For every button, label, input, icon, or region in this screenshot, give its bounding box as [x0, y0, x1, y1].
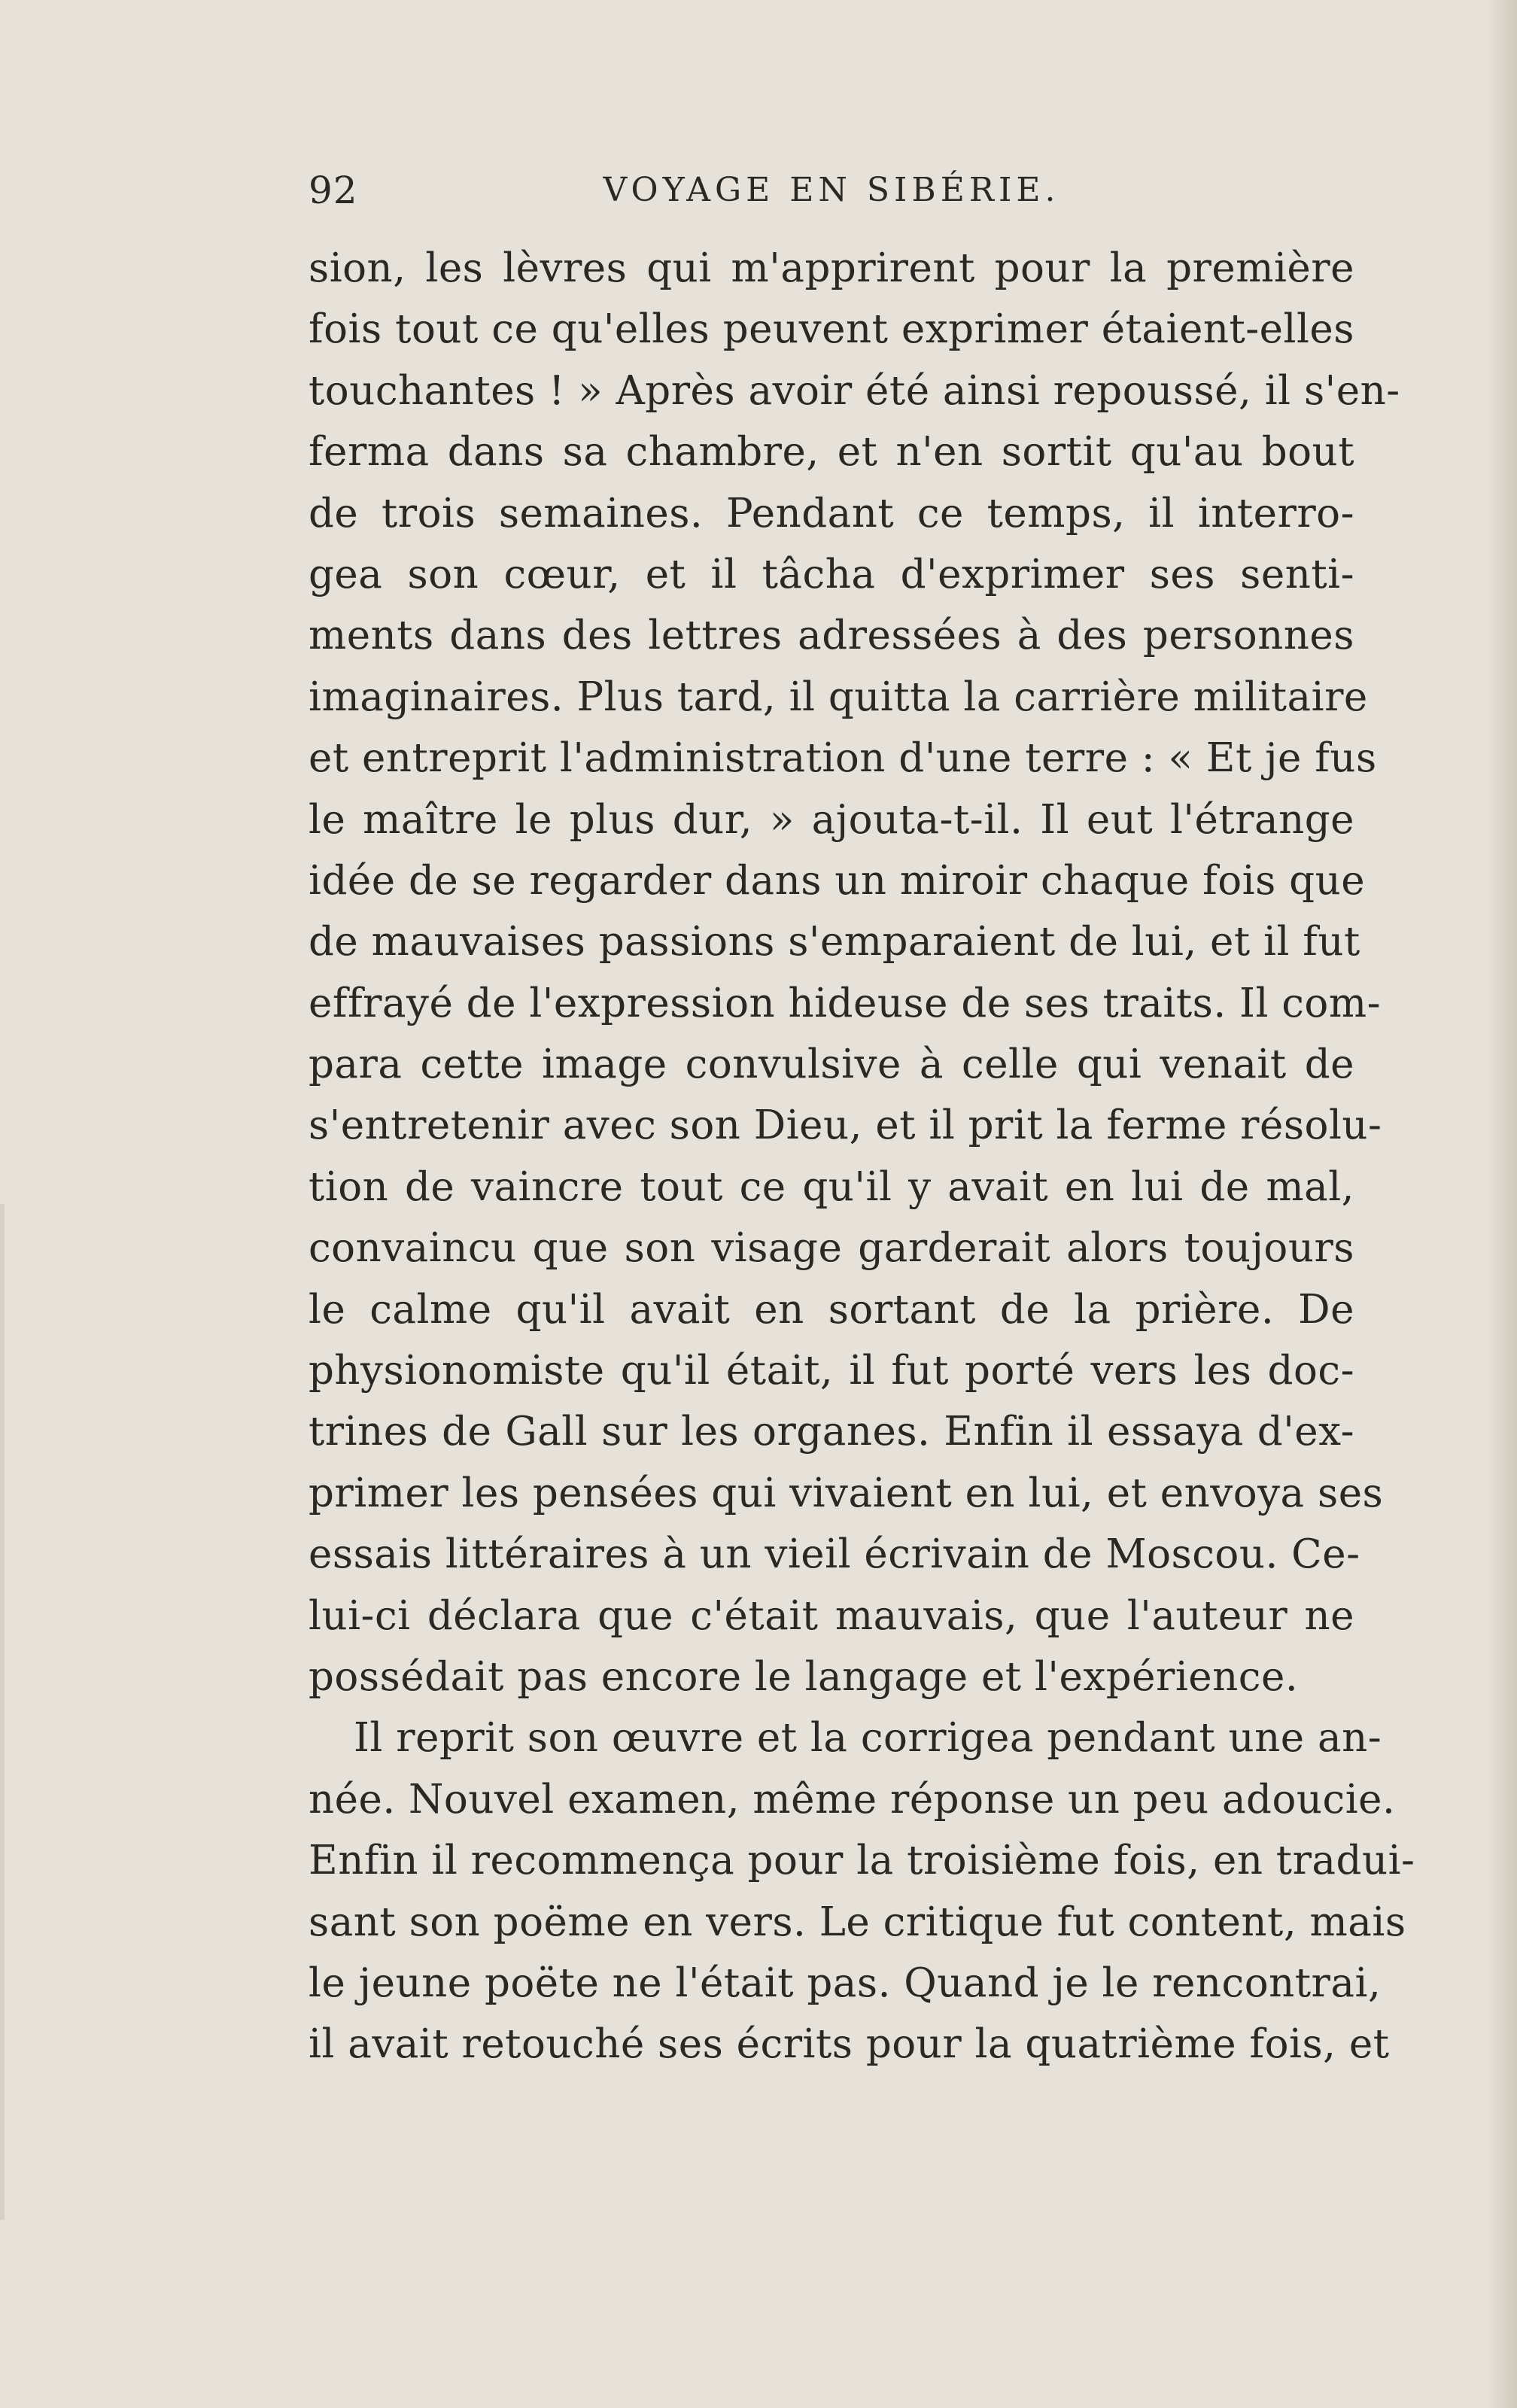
text-line: s'entretenir avec son Dieu, et il prit la ferme résolu- [309, 1102, 1382, 1149]
text-line: sion, les lèvres qui m'apprirent pour la première [309, 245, 1354, 291]
text-line: le calme qu'il avait en sortant de la prière. De [309, 1286, 1354, 1333]
text-line: sant son poëme en vers. Le critique fut content, mais [309, 1899, 1406, 1945]
text-line: fois tout ce qu'elles peuvent exprimer étaient-elles [309, 306, 1354, 353]
text-line: primer les pensées qui vivaient en lui, et envoya ses [309, 1470, 1384, 1516]
text-line: gea son cœur, et il tâcha d'exprimer ses senti- [309, 551, 1354, 597]
text-line: née. Nouvel examen, même réponse un peu adoucie. [309, 1776, 1396, 1823]
text-line: para cette image convulsive à celle qui venait de [309, 1041, 1354, 1088]
text-line: possédait pas encore le langage et l'expérience. [309, 1653, 1299, 1700]
text-line: il avait retouché ses écrits pour la quatrième fois, et [309, 2021, 1390, 2068]
text-line: essais littéraires à un vieil écrivain de Moscou. Ce- [309, 1531, 1360, 1578]
text-line: tion de vaincre tout ce qu'il y avait en lui de mal, [309, 1163, 1354, 1210]
text-line: trines de Gall sur les organes. Enfin il essaya d'ex- [309, 1409, 1354, 1455]
text-line: lui-ci déclara que c'était mauvais, que l'auteur ne [309, 1592, 1354, 1639]
body-text [309, 238, 1415, 2075]
text-line: convaincu que son visage garderait alors toujours [309, 1225, 1354, 1272]
text-line: ferma dans sa chambre, et n'en sortit qu'au bout [309, 429, 1354, 476]
text-line: Il reprit son œuvre et la corrigea pendant une an- [354, 1715, 1382, 1762]
text-line: touchantes ! » Après avoir été ainsi repoussé, il s'en- [309, 367, 1400, 414]
text-line: effrayé de l'expression hideuse de ses traits. Il com- [309, 980, 1382, 1026]
text-line: de trois semaines. Pendant ce temps, il interro- [309, 490, 1354, 537]
page-left-edge [0, 1204, 5, 2220]
page-number: 92 [309, 169, 358, 212]
text-line: ments dans des lettres adressées à des personnes [309, 613, 1354, 659]
page-header [309, 164, 1354, 217]
text-line: idée de se regarder dans un miroir chaque fois que [309, 857, 1366, 904]
text-line: Enfin il recommença pour la troisième fois, en tradui- [309, 1838, 1415, 1884]
page-edge-shadow [1487, 0, 1517, 2408]
text-line: physionomiste qu'il était, il fut porté vers les doc- [309, 1348, 1354, 1394]
text-line: imaginaires. Plus tard, il quitta la carrière militaire [309, 673, 1368, 720]
text-line: le maître le plus dur, » ajouta-t-il. Il eut l'étrange [309, 796, 1354, 843]
text-line: le jeune poëte ne l'était pas. Quand je le rencontrai, [309, 1960, 1382, 2006]
running-title: VOYAGE EN SIBÉRIE. [603, 171, 1060, 209]
text-line: de mauvaises passions s'emparaient de lui, et il fut [309, 919, 1360, 965]
text-line: et entreprit l'administration d'une terre : « Et je fus [309, 735, 1377, 782]
